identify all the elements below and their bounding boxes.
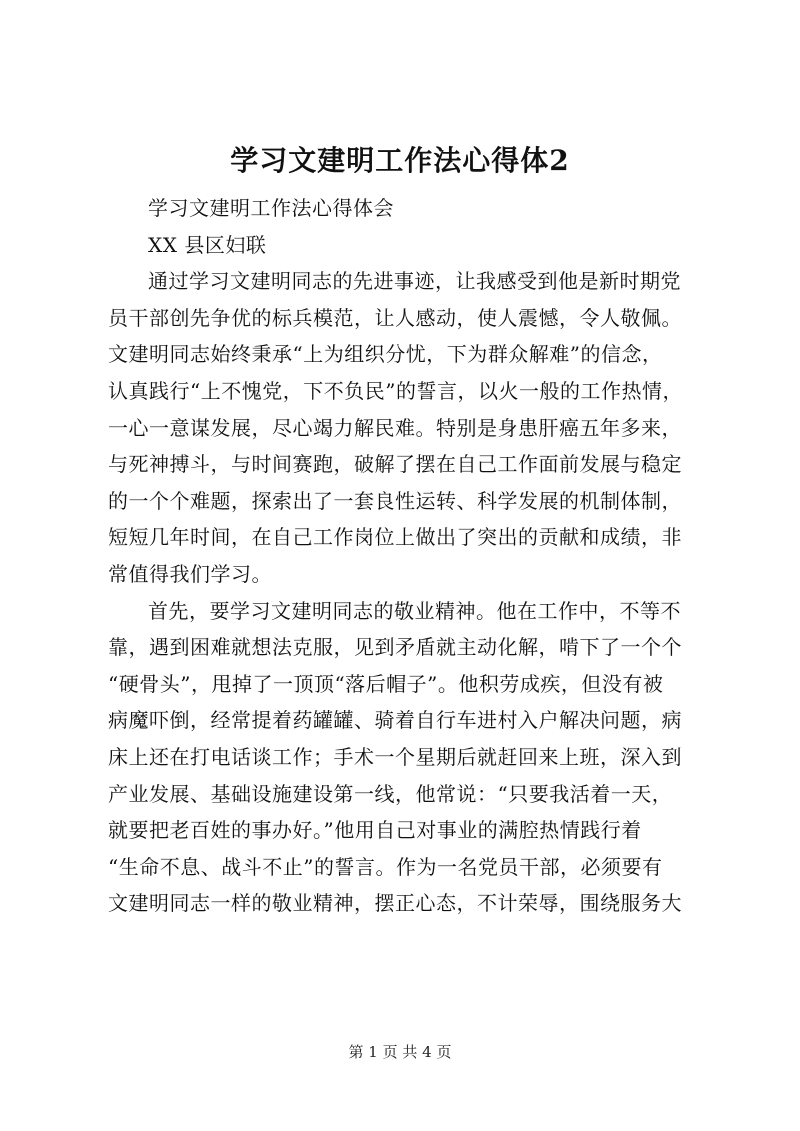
- body-line: 首先，要学习文建明同志的敬业精神。他在工作中，不等不: [148, 598, 681, 623]
- body-line: 员干部创先争优的标兵模范，让人感动，使人震憾，令人敬佩。: [108, 305, 682, 330]
- body-line: XX 县区妇联: [148, 232, 267, 257]
- body-line: 一心一意谋发展，尽心竭力解民难。特别是身患肝癌五年多来，: [108, 415, 682, 440]
- body-line: 学习文建明工作法心得体会: [148, 196, 394, 220]
- document-title: 学习文建明工作法心得体2: [230, 144, 570, 177]
- body-line: 通过学习文建明同志的先进事迹，让我感受到他是新时期党: [148, 269, 681, 294]
- document-body: [108, 190, 712, 922]
- body-line: 就要把老百姓的事办好。”他用自己对事业的满腔热情践行着: [108, 818, 642, 843]
- body-line: 床上还在打电话谈工作；手术一个星期后就赶回来上班，深入到: [108, 744, 682, 769]
- body-line: 产业发展、基础设施建设第一线，他常说：“只要我活着一天，: [108, 781, 673, 806]
- body-line: 的一个个难题，探索出了一套良性运转、科学发展的机制体制，: [108, 488, 682, 513]
- body-line: 文建明同志始终秉承“上为组织分忧，下为群众解难”的信念，: [108, 342, 663, 367]
- body-line: 靠，遇到困难就想法克服，见到矛盾就主动化解，啃下了一个个: [108, 635, 682, 660]
- body-line: 文建明同志一样的敬业精神，摆正心态，不计荣辱，围绕服务大: [108, 891, 682, 916]
- body-line: 认真践行“上不愧党，下不负民”的誓言，以火一般的工作热情，: [108, 378, 683, 403]
- body-line: 与死神搏斗，与时间赛跑，破解了摆在自己工作面前发展与稳定: [108, 452, 682, 477]
- body-line: 常值得我们学习。: [108, 561, 272, 586]
- body-line: 短短几年时间，在自己工作岗位上做出了突出的贡献和成绩，非: [108, 525, 682, 550]
- body-line: 病魔吓倒，经常提着药罐罐、骑着自行车进村入户解决问题，病: [108, 708, 682, 733]
- page-footer: 第 1 页 共 4 页: [348, 1043, 452, 1061]
- body-line: “硬骨头”，甩掉了一顶顶“落后帽子”。他积劳成疾，但没有被: [108, 671, 664, 696]
- body-line: “生命不息、战斗不止”的誓言。作为一名党员干部，必须要有: [108, 854, 663, 879]
